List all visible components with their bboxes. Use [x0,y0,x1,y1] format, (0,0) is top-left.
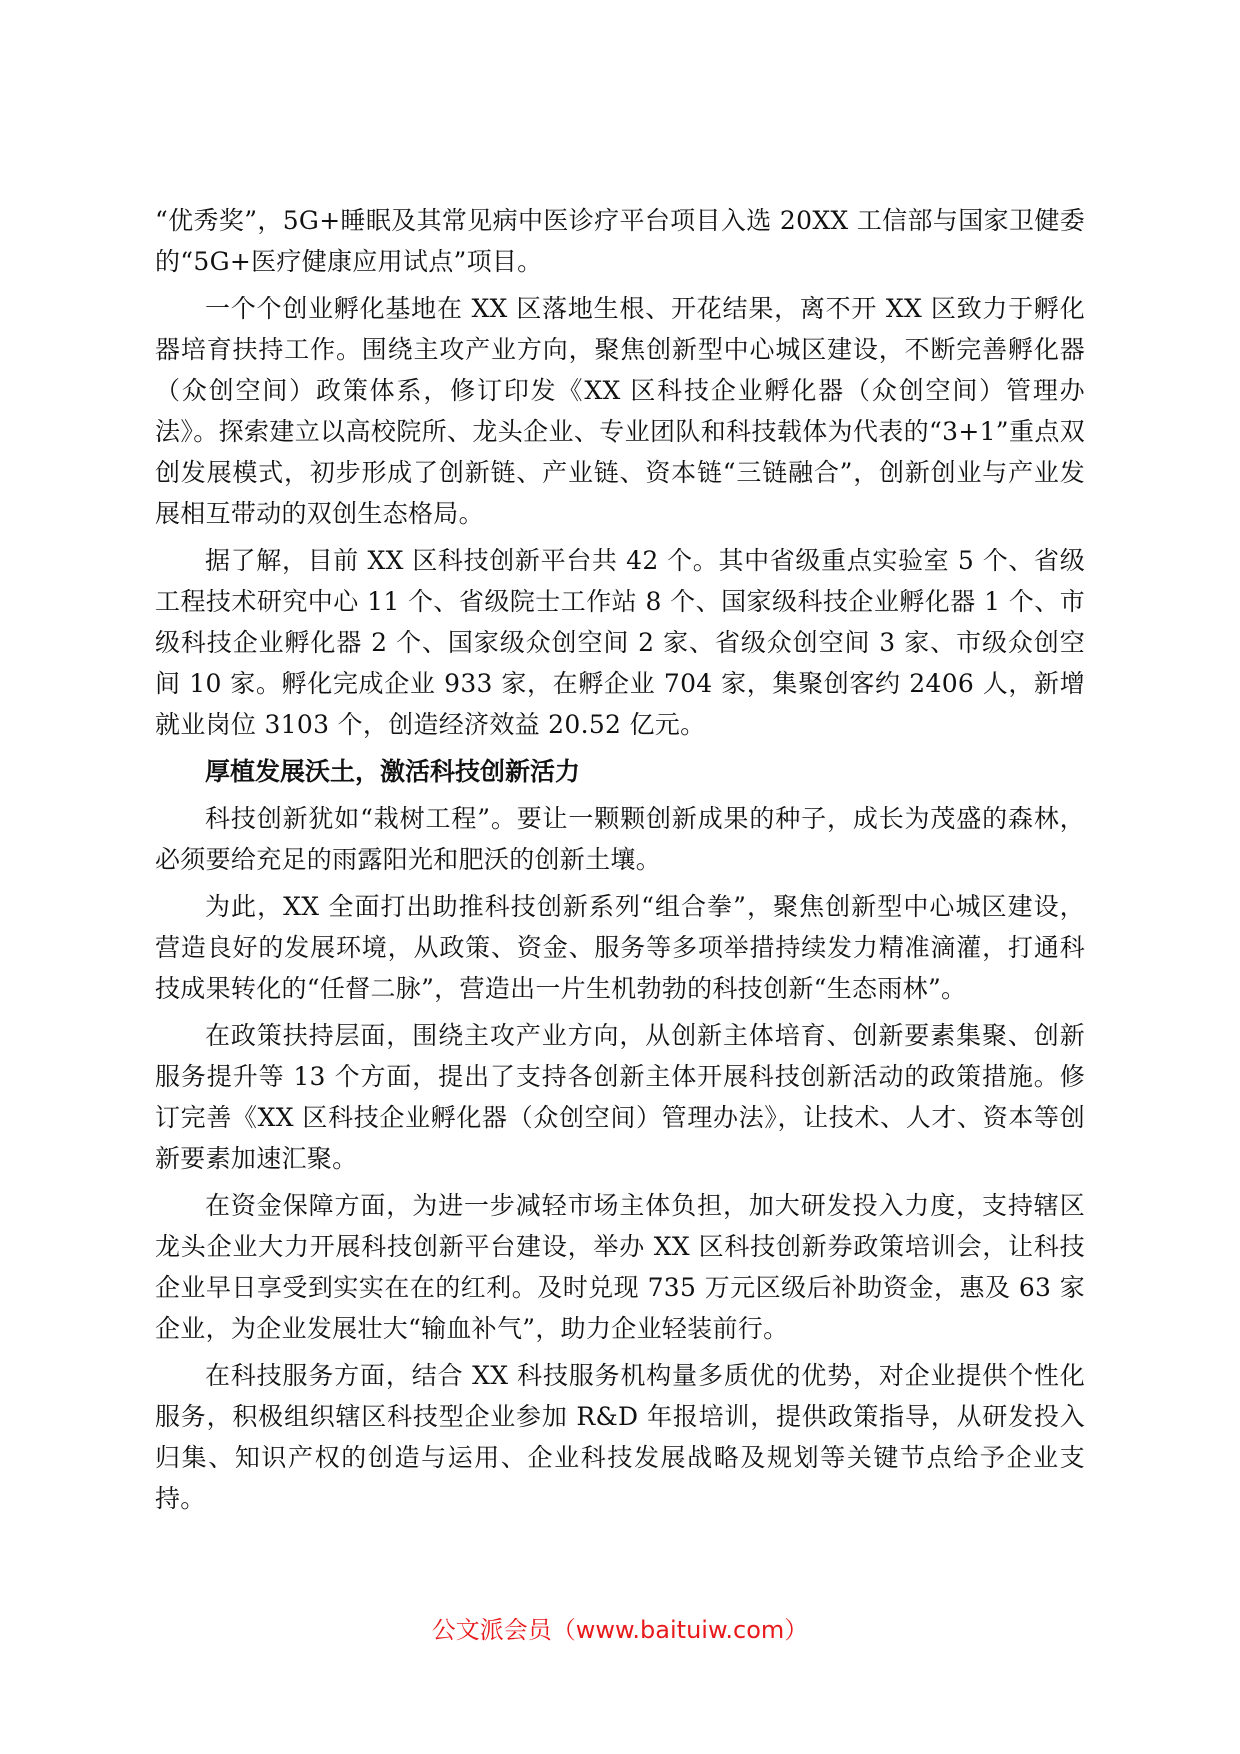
paragraph-tree-project: 科技创新犹如“栽树工程”。要让一颗颗创新成果的种子，成长为茂盛的森林，必须要给充足的雨露阳光和肥沃的创新土壤。 [155,804,1085,874]
paragraph-funding: 在资金保障方面，为进一步减轻市场主体负担，加大研发投入力度，支持辖区龙头企业大力开展科技创新平台建设，举办 XX 区科技创新券政策培训会，让科技企业早日享受到实实在在的红利。及时兑现 735 万元区级后补助资金，惠及 63 家企业，为企业发展壮大“输血补气”，助力企业轻装前行。 [155,1191,1085,1343]
paragraph-statistics: 据了解，目前 XX 区科技创新平台共 42 个。其中省级重点实验室 5 个、省级工程技术研究中心 11 个、省级院士工作站 8 个、国家级科技企业孵化器 1 个、市级科技企业孵化器 2 个、国家级众创空间 2 家、省级众创空间 3 家、市级众创空间 10 家。孵化完成企业 933 家，在孵企业 704 家，集聚创客约 2406 人，新增就业岗位 3103 个，创造经济效益 20.52 亿元。 [155,546,1085,739]
paragraph-combination: 为此，XX 全面打出助推科技创新系列“组合拳”，聚焦创新型中心城区建设，营造良好的发展环境，从政策、资金、服务等多项举措持续发力精准滴灌，打通科技成果转化的“任督二脉”，营造出一片生机勃勃的科技创新“生态雨林”。 [155,892,1085,1003]
member-footer-link[interactable]: 公文派会员（www.baituiw.com） [431,1616,809,1644]
paragraph-incubation: 一个个创业孵化基地在 XX 区落地生根、开花结果，离不开 XX 区致力于孵化器培育扶持工作。围绕主攻产业方向，聚焦创新型中心城区建设，不断完善孵化器（众创空间）政策体系，修订印发《XX 区科技企业孵化器（众创空间）管理办法》。探索建立以高校院所、龙头企业、专业团队和科技载体为代表的“3+1”重点双创发展模式，初步形成了创新链、产业链、资本链“三链融合”，创新创业与产业发展相互带动的双创生态格局。 [155,294,1085,528]
paragraph-services: 在科技服务方面，结合 XX 科技服务机构量多质优的优势，对企业提供个性化服务，积极组织辖区科技型企业参加 R&D 年报培训，提供政策指导，从研发投入归集、知识产权的创造与运用、企业科技发展战略及规划等关键节点给予企业支持。 [155,1361,1085,1513]
section-heading: 厚植发展沃土，激活科技创新活力 [205,757,581,786]
paragraph-policy: 在政策扶持层面，围绕主攻产业方向，从创新主体培育、创新要素集聚、创新服务提升等 13 个方面，提出了支持各创新主体开展科技创新活动的政策措施。修订完善《XX 区科技企业孵化器（众创空间）管理办法》，让技术、人才、资本等创新要素加速汇聚。 [155,1021,1085,1173]
paragraph-continued: “优秀奖”，5G+睡眠及其常见病中医诊疗平台项目入选 20XX 工信部与国家卫健委的“5G+医疗健康应用试点”项目。 [155,206,1085,276]
document-body [155,200,1085,1525]
